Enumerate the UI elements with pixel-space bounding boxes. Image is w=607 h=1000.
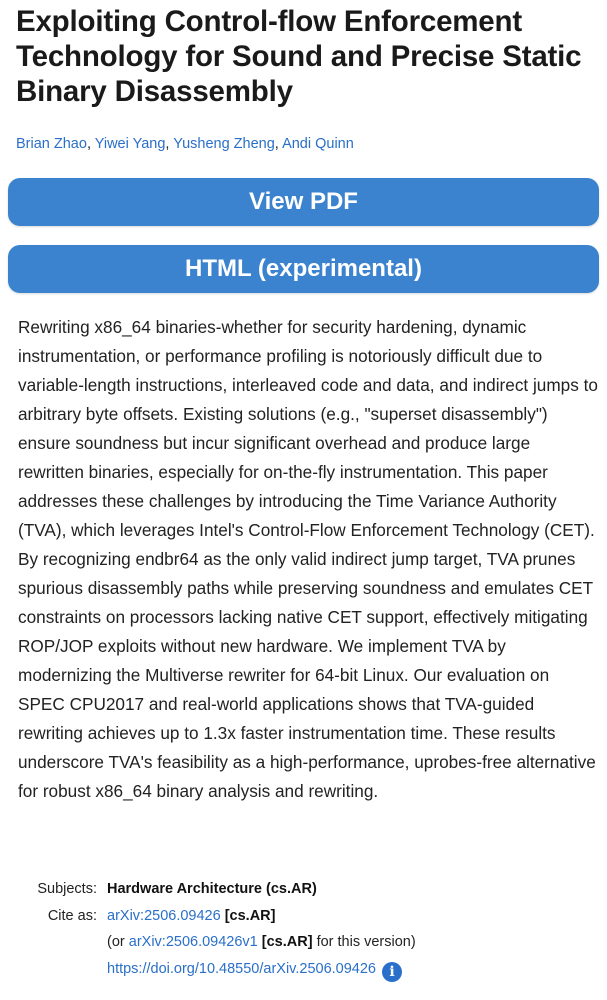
author-list — [16, 134, 354, 154]
author-link[interactable]: Yusheng Zheng — [173, 136, 275, 152]
view-pdf-button[interactable]: View PDF — [8, 178, 599, 226]
version-category: [cs.AR] — [261, 934, 313, 950]
cite-arxiv-link[interactable]: arXiv:2506.09426 — [107, 908, 221, 924]
author-separator: , — [86, 136, 95, 152]
version-arxiv-link[interactable]: arXiv:2506.09426v1 — [128, 934, 258, 950]
version-suffix: for this version) — [312, 934, 416, 950]
author-separator: , — [165, 136, 174, 152]
author-link[interactable]: Yiwei Yang — [94, 136, 166, 152]
author-separator: , — [274, 136, 283, 152]
doi-link[interactable]: https://doi.org/10.48550/arXiv.2506.09426 — [107, 961, 376, 977]
info-icon[interactable]: i — [382, 962, 402, 982]
cite-label: Cite as: — [47, 908, 97, 924]
version-prefix: (or — [107, 934, 129, 950]
author-link[interactable]: Brian Zhao — [16, 136, 87, 152]
cite-category: [cs.AR] — [224, 908, 276, 924]
html-experimental-button[interactable]: HTML (experimental) — [8, 245, 599, 293]
author-link[interactable]: Andi Quinn — [282, 136, 354, 152]
subjects-label: Subjects: — [37, 881, 97, 897]
subjects-value: Hardware Architecture (cs.AR) — [107, 881, 317, 897]
abstract-text: Rewriting x86_64 binaries-whether for security hardening, dynamic instrumentation, or performance profiling is notoriously difficult due to variable-length instructions, interleaved code and data, and indirect jumps to arbitrary byte offsets. Existing solutions (e.g., "superset disassembly") ensure soundness but incur significant overhead and produce large rewritten binaries, especially for on-the-fly instrumentation. This paper addresses these challenges by introducing the Time Variance Authority (TVA), which leverages Intel's Control-Flow Enforcement Technology (CET). By recognizing endbr64 as the only valid indirect jump target, TVA prunes spurious disassembly paths while preserving soundness and emulates CET constraints on processors lacking native CET support, effectively mitigating ROP/JOP exploits without new hardware. We implement TVA by modernizing the Multiverse rewriter for 64-bit Linux. Our evaluation on SPEC CPU2017 and real-world applications shows that TVA-guided rewriting achieves up to 1.3x faster instrumentation time. These results underscore TVA's feasibility as a high-performance, uprobes-free alternative for robust x86_64 binary analysis and rewriting. — [18, 317, 598, 801]
paper-title: Exploiting Control-flow Enforcement Technology for Sound and Precise Static Binary Disassembly — [16, 5, 582, 108]
